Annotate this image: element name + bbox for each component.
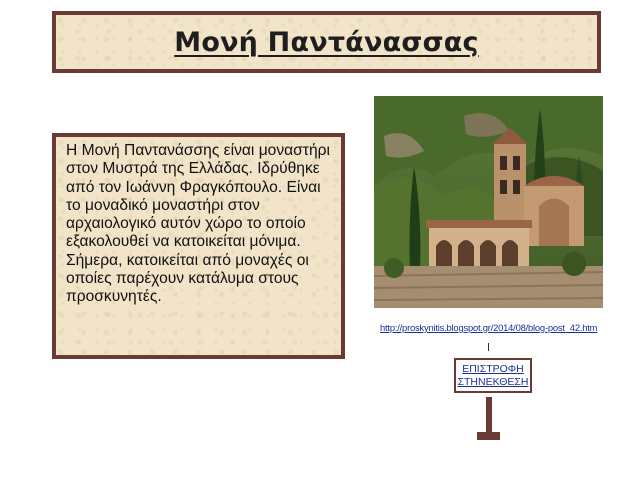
page-title: Μονή Παντάνασσας [174,26,479,58]
monastery-photo-illustration [374,96,603,308]
return-button-label-line2: ΣΤΗΝΕΚΘΕΣΗ [457,375,529,388]
description-panel [52,133,345,359]
title-panel [52,11,601,73]
signpost-pole [486,397,492,434]
monastery-photo [374,96,603,308]
link-connector-line [488,343,489,351]
return-to-exhibition-button[interactable] [454,358,532,393]
description-text: Η Μονή Παντανάσσης είναι μοναστήρι στον Μυστρά της Ελλάδας. Ιδρύθηκε από τον Ιωάννη Φραγκόπουλο. Είναι το μοναδικό μοναστήρι στον αρχαιολογικό αυτόν χώρο το οποίο εξακολουθεί να κατοικείται μόνιμα. Σήμερα, κατοικείται από μοναχές οι οποίες παρέχουν κατάλυμα στους προσκυνητές. [66,142,330,306]
signpost-base [477,432,500,440]
return-button-label-line1: ΕΠΙΣΤΡΟΦΗ [462,362,524,375]
image-source-link[interactable]: http://proskynitis.blogspot.gr/2014/08/blog-post_42.htm [380,322,598,333]
